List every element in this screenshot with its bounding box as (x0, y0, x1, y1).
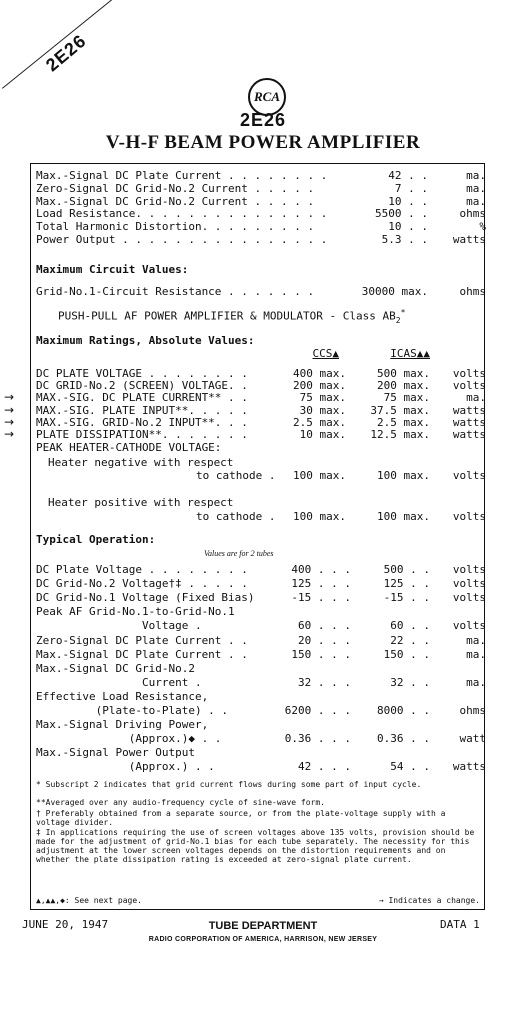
rating-unit: volts (452, 379, 486, 393)
pushpull-star: * (400, 308, 406, 317)
see-next-note: ▲,▲▲,◆: See next page. (36, 896, 142, 905)
typical-unit: volts (452, 591, 486, 605)
typical-row (36, 690, 486, 703)
typical-row (36, 605, 486, 618)
rating-unit: watts (452, 415, 486, 429)
spec-label: Total Harmonic Distortion. . . . . . . . . (36, 220, 315, 234)
typical-value-b: -15 . . (383, 591, 430, 605)
rating-icas: 2.5 max. (377, 415, 430, 429)
heater-pos-icas: 100 max. (377, 510, 430, 523)
spec-unit: % (479, 220, 486, 234)
heater-neg-ccs: 100 max. (293, 469, 346, 482)
rating-label: DC GRID-No.2 (SCREEN) VOLTAGE. . (36, 379, 248, 393)
rating-label: MAX.-SIG. PLATE INPUT**. . . . . (36, 403, 248, 417)
rating-unit: watts (452, 428, 486, 441)
spec-row (36, 195, 486, 208)
spec-unit: ma. (466, 169, 486, 182)
rating-row (36, 379, 486, 392)
typical-unit: watt (459, 732, 486, 746)
typical-label: Peak AF Grid-No.1-to-Grid-No.1 (36, 605, 235, 619)
typical-row (36, 648, 486, 661)
rating-row (36, 428, 486, 441)
typical-unit: watts (452, 760, 486, 774)
typical-value-b: 500 . . (383, 563, 430, 576)
typical-row (36, 704, 486, 717)
typical-label: (Plate-to-Plate) . . (36, 704, 229, 717)
ratings-heading-row (36, 334, 486, 347)
rating-ccs: 200 max. (293, 379, 346, 393)
rating-icas: 200 max. (377, 379, 430, 393)
typical-label: (Approx.) . . (36, 760, 215, 774)
rating-icas: 75 max. (383, 391, 430, 405)
typical-unit: volts (452, 619, 486, 633)
rating-ccs: 400 max. (293, 367, 346, 380)
typical-value-b: 32 . . (390, 675, 430, 689)
circuit-unit: ohms (459, 285, 486, 298)
footnote: **Averaged over any audio-frequency cycle of sine-wave form. (36, 798, 325, 807)
col-ccs: CCS▲ (312, 347, 339, 360)
typical-label: Max.-Signal Driving Power, (36, 718, 209, 732)
peak-heater-row (36, 441, 486, 454)
spec-row (36, 169, 486, 182)
footnote: † Preferably obtained from a separate source, or from the plate-voltage supply with a voltage divider. (36, 809, 446, 827)
change-note: → Indicates a change. (378, 896, 480, 905)
rating-icas: 12.5 max. (370, 428, 430, 441)
tube-type: 2E26 (239, 110, 287, 130)
typical-value-b: 0.36 . . (377, 732, 430, 746)
typical-row (36, 619, 486, 632)
typical-heading-row (36, 533, 486, 546)
typical-label: Voltage . (36, 619, 202, 633)
heater-neg-icas: 100 max. (377, 469, 430, 482)
circuit-row (36, 285, 486, 298)
rating-ccs: 2.5 max. (293, 415, 346, 429)
typical-value-b: 60 . . (390, 619, 430, 633)
spec-label: Zero-Signal DC Grid-No.2 Current . . . . . (36, 181, 315, 195)
typical-row (36, 634, 486, 647)
heater-pos-row (36, 496, 486, 509)
heater-pos-unit: volts (452, 510, 486, 523)
rating-icas: 500 max. (377, 367, 430, 380)
col-icas: ICAS▲▲ (390, 347, 430, 360)
spec-row (36, 207, 486, 220)
typical-row (36, 718, 486, 731)
pushpull-title (58, 306, 405, 327)
typical-row (36, 746, 486, 759)
change-arrow-icon: → (4, 402, 15, 417)
spec-value: 5.3 . . (381, 233, 428, 246)
typical-row (36, 591, 486, 604)
rating-icas: 37.5 max. (370, 403, 430, 417)
rating-row (36, 416, 486, 429)
typical-label: Max.-Signal DC Plate Current . . (36, 647, 248, 661)
typical-note: Values are for 2 tubes (204, 549, 274, 558)
typical-value-a: 32 . . . (298, 675, 351, 689)
typical-unit: ma. (466, 647, 486, 661)
footer-corp: RADIO CORPORATION OF AMERICA, HARRISON, NEW JERSEY (148, 936, 378, 943)
rating-ccs: 75 max. (299, 391, 346, 405)
typical-value-a: 6200 . . . (284, 704, 351, 717)
typical-value-b: 54 . . (390, 760, 430, 774)
pushpull-title-text: PUSH-PULL AF POWER AMPLIFIER & MODULATOR - Class AB (58, 309, 396, 323)
typical-value-a: 60 . . . (298, 619, 351, 633)
page-title: V-H-F BEAM POWER AMPLIFIER (105, 132, 421, 153)
rca-logo: RCA (248, 78, 286, 116)
ratings-columns-row (36, 347, 486, 360)
corner-tube-tag: 2E26 (42, 30, 91, 76)
typical-label: DC Plate Voltage . . . . . . . . (36, 563, 248, 576)
peak-heater-label: PEAK HEATER-CATHODE VOLTAGE: (36, 441, 222, 454)
heater-pos-ccs: 100 max. (293, 510, 346, 523)
change-arrow-icon: → (4, 414, 15, 429)
spec-value: 42 . . (388, 169, 428, 182)
footer-date: JUNE 20, 1947 (22, 918, 109, 931)
circuit-value: 30000 max. (361, 285, 428, 298)
spec-row (36, 233, 486, 246)
footer-dept: TUBE DEPARTMENT (208, 920, 318, 932)
heater-neg-label-2: to cathode . (196, 469, 276, 482)
change-arrow-icon: → (4, 390, 15, 405)
typical-label: Max.-Signal Power Output (36, 746, 195, 760)
typical-unit: volts (452, 577, 486, 591)
pushpull-title-row (36, 306, 486, 325)
spec-value: 10 . . (388, 194, 428, 208)
typical-row (36, 563, 486, 576)
rating-unit: volts (452, 367, 486, 380)
typical-value-b: 125 . . (383, 577, 430, 591)
typical-value-a: 20 . . . (298, 633, 351, 647)
footer-sheet: DATA 1 (440, 918, 480, 931)
typical-value-b: 150 . . (383, 647, 430, 661)
rating-label: MAX.-SIG. GRID-No.2 INPUT**. . . (36, 415, 248, 429)
spec-unit: ohms (459, 207, 486, 221)
typical-value-b: 8000 . . (377, 704, 430, 717)
heater-neg-row (36, 456, 486, 469)
rating-ccs: 10 max. (299, 428, 346, 441)
heater-pos-row-2 (36, 510, 486, 523)
rating-ccs: 30 max. (299, 403, 346, 417)
spec-unit: ma. (466, 194, 486, 208)
typical-row (36, 662, 486, 675)
typical-unit: volts (452, 563, 486, 576)
typical-value-a: 0.36 . . . (284, 732, 351, 746)
typical-value-a: 125 . . . (291, 577, 351, 591)
spec-value: 5500 . . (375, 207, 428, 221)
heater-neg-unit: volts (452, 469, 486, 482)
spec-unit: watts (452, 233, 486, 246)
rating-unit: watts (452, 403, 486, 417)
change-arrow-icon: → (4, 427, 15, 441)
rating-row (36, 367, 486, 380)
typical-row (36, 577, 486, 590)
heater-pos-label: Heater positive with respect (48, 496, 234, 509)
heater-pos-label-2: to cathode . (196, 510, 276, 523)
spec-label: Power Output . . . . . . . . . . . . . . . . (36, 233, 328, 246)
spec-label: Load Resistance. . . . . . . . . . . . . . . (36, 207, 328, 221)
spec-label: Max.-Signal DC Grid-No.2 Current . . . . . (36, 194, 315, 208)
spec-unit: ma. (466, 181, 486, 195)
typical-label: DC Grid-No.1 Voltage (Fixed Bias) (36, 591, 255, 605)
typical-label: Effective Load Resistance, (36, 689, 209, 703)
typical-value-a: -15 . . . (291, 591, 351, 605)
rating-row (36, 391, 486, 404)
heater-neg-row-2 (36, 469, 486, 482)
typical-label: (Approx.)◆ . . (36, 732, 222, 746)
rating-row (36, 404, 486, 417)
spec-row (36, 220, 486, 233)
typical-heading: Typical Operation: (36, 533, 156, 546)
footnote: * Subscript 2 indicates that grid current flows during some part of input cycle. (36, 780, 422, 789)
ratings-heading: Maximum Ratings, Absolute Values: (36, 334, 255, 347)
typical-unit: ohms (459, 704, 486, 717)
typical-row (36, 676, 486, 689)
spec-row (36, 182, 486, 195)
heater-neg-label: Heater negative with respect (48, 456, 234, 469)
typical-value-a: 400 . . . (291, 563, 351, 576)
max-circuit-heading: Maximum Circuit Values: (36, 263, 189, 276)
spec-value: 10 . . (388, 220, 428, 234)
typical-label: Zero-Signal DC Plate Current . . (36, 633, 248, 647)
footnote: ‡ In applications requiring the use of screen voltages above 135 volts, provision should be made for the adjustment of grid-No.1 bias for each tube separately. The necessity for this adjustment at the lower screen voltages depends on the distortion requirements and on whether the plate dissipation rating is exceeded at zero-signal plate current. (36, 828, 475, 864)
pushpull-subscript: 2 (395, 315, 401, 325)
typical-row (36, 760, 486, 773)
typical-value-a: 42 . . . (298, 760, 351, 774)
typical-note-row (36, 547, 486, 560)
typical-value-b: 22 . . (390, 633, 430, 647)
rating-label: PLATE DISSIPATION**. . . . . . . (36, 428, 248, 441)
typical-label: Current . (36, 675, 202, 689)
typical-unit: ma. (466, 633, 486, 647)
rating-unit: ma. (466, 391, 486, 405)
rating-label: MAX.-SIG. DC PLATE CURRENT** . . (36, 391, 248, 405)
section-heading (36, 263, 486, 276)
spec-value: 7 . . (394, 181, 428, 195)
typical-unit: ma. (466, 675, 486, 689)
spec-label: Max.-Signal DC Plate Current . . . . . . . . (36, 169, 328, 182)
typical-label: DC Grid-No.2 Voltage†‡ . . . . . (36, 577, 248, 591)
typical-value-a: 150 . . . (291, 647, 351, 661)
rating-label: DC PLATE VOLTAGE . . . . . . . . (36, 367, 248, 380)
typical-row (36, 732, 486, 745)
circuit-label: Grid-No.1-Circuit Resistance . . . . . . . (36, 285, 315, 298)
typical-label: Max.-Signal DC Grid-No.2 (36, 661, 195, 675)
